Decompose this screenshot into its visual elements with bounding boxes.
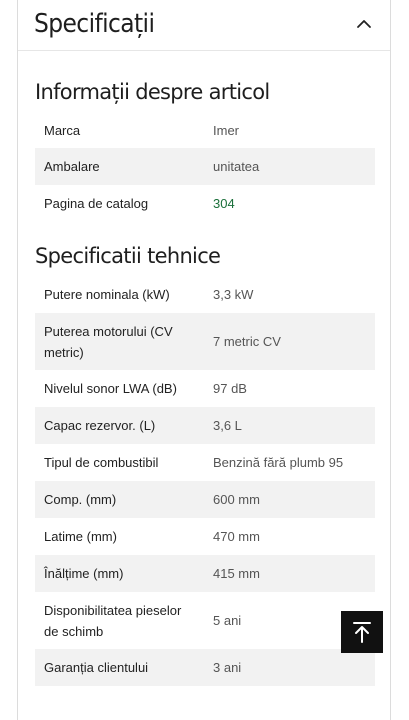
spec-label: Nivelul sonor LWA (dB) [44,381,177,396]
article-info-title: Informații despre articol [35,80,270,104]
spec-label: Pagina de catalog [44,196,149,211]
spec-value: 3 ani [213,660,242,675]
article-info-table [35,112,375,222]
header-divider [18,50,390,51]
spec-row-packaging [35,148,375,185]
spec-label: Marca [44,122,81,138]
spec-label: Latime (mm) [44,529,117,544]
spec-value: 415 mm [213,566,260,581]
spec-row-rated-power [35,276,375,313]
spec-label: Disponibilitatea pieselor de schimb [44,602,182,639]
spec-label: Garanția clientului [44,660,149,675]
spec-row-tank-capacity [35,407,375,444]
spec-row-spare-parts [35,592,375,649]
panel-title: Specificații [34,9,155,39]
spec-row-warranty [35,649,375,686]
tech-specs-table [35,276,375,686]
specifications-header[interactable] [18,0,390,50]
spec-label: Comp. (mm) [44,492,117,507]
spec-label: Înălțime (mm) [44,566,124,581]
arrow-up-to-top-icon [352,621,372,643]
spec-row-engine-power [35,313,375,370]
spec-row-sound-level [35,370,375,407]
spec-label: Tipul de combustibil [44,455,159,470]
spec-label: Ambalare [44,159,100,174]
tech-specs-title: Specificatii tehnice [35,244,221,268]
spec-row-height [35,555,375,592]
spec-value: 97 dB [213,381,247,396]
catalog-page-link[interactable]: 304 [213,196,235,211]
spec-value: 3,3 kW [213,287,254,302]
spec-value: 470 mm [213,529,260,544]
spec-value: 3,6 L [213,418,242,433]
spec-value: unitatea [213,159,260,174]
spec-value: 600 mm [213,492,260,507]
spec-row-width [35,518,375,555]
spec-row-fuel-type [35,444,375,481]
spec-row-brand [35,112,375,148]
spec-label: Putere nominala (kW) [44,287,170,302]
spec-row-length [35,481,375,518]
spec-row-catalog-page [35,185,375,222]
spec-label: Capac rezervor. (L) [44,418,156,433]
chevron-up-icon[interactable] [354,14,374,34]
specifications-panel [17,0,391,720]
spec-value: Benzină fără plumb 95 [213,455,344,470]
spec-label: Puterea motorului (CV metric) [44,323,173,360]
spec-value: 5 ani [213,613,242,628]
spec-value: 7 metric CV [213,334,281,349]
spec-value: Imer [213,122,239,138]
scroll-to-top-button[interactable] [341,611,383,653]
